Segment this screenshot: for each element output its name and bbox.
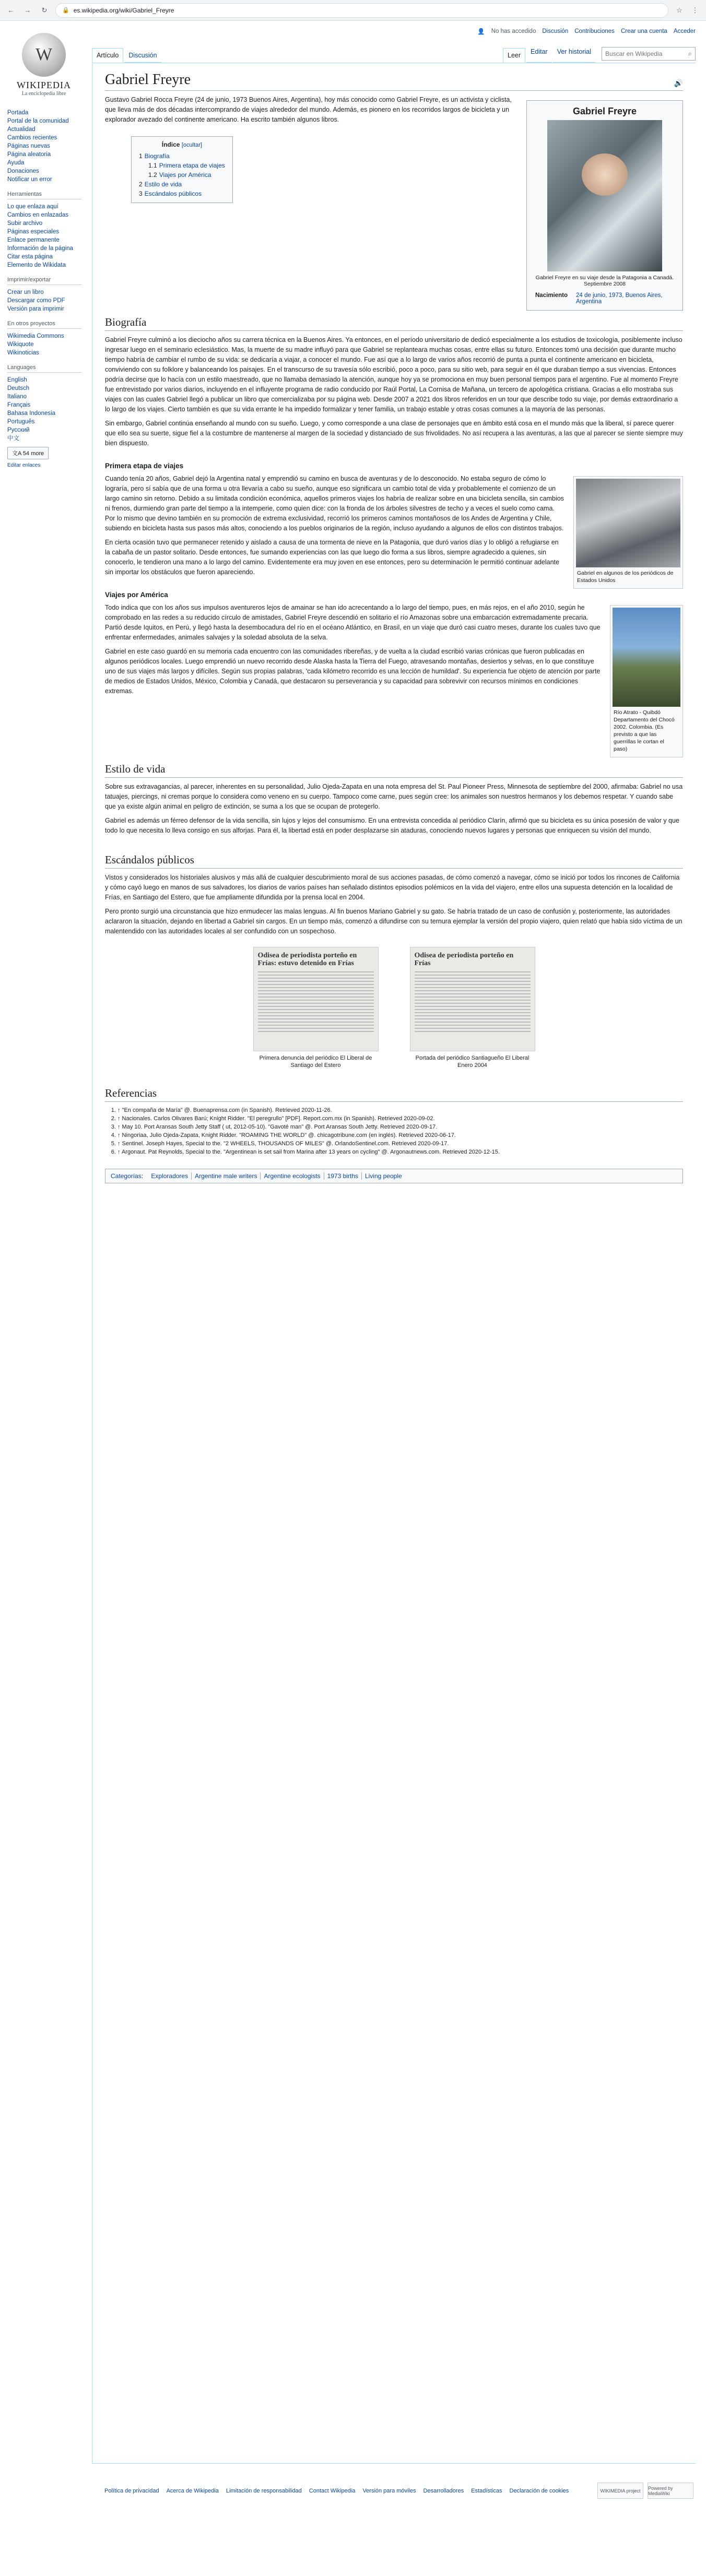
sidebar-link[interactable]: Actualidad xyxy=(7,126,36,133)
infobox-title: Gabriel Freyre xyxy=(572,106,637,116)
sidebar-link[interactable]: Información de la página xyxy=(7,245,73,252)
infobox-birth-row xyxy=(530,290,679,307)
page-tabs xyxy=(92,42,706,63)
menu-icon[interactable]: ⋮ xyxy=(691,6,699,14)
translate-icon: 文A xyxy=(12,450,23,457)
speaker-icon[interactable]: 🔊 xyxy=(674,80,683,88)
primera-paragraph-2: En cierta ocasión tuvo que permanecer retenido y aislado a causa de una tormenta de nieve en la Patagonia, que duró varios días y lo obligó a refugiarse en la cabaña de un pastor solitario. Desde entonces, fue sumando experiencias con las que luego dio forma a sus libros, siempre agradecido a quienes, sin conocerlo, le tendieron una mano a lo largo del camino. Evidentemente era muy joven en ese entonces, pero su determinación le permitió continuar adelante sin importar los obstáculos que fueron apareciendo. xyxy=(105,539,559,576)
toc-label[interactable]: Viajes por América xyxy=(159,171,211,179)
gallery-image[interactable]: Odisea de periodista porteño en Frías: estuvo detenido en Frías xyxy=(253,947,379,1051)
sidebar-projects xyxy=(7,320,92,357)
language-link[interactable]: Italiano xyxy=(7,394,27,400)
sidebar-languages xyxy=(7,364,92,468)
footer-link[interactable]: Desarrolladores xyxy=(423,2487,464,2494)
thumb-americas xyxy=(610,605,683,757)
footer-badge[interactable]: Powered by MediaWiki xyxy=(648,2483,693,2499)
toc-title: Índice [ocultar] xyxy=(161,141,202,148)
table-of-contents xyxy=(131,136,233,203)
thumb-image-newspaper[interactable] xyxy=(576,479,680,567)
lock-icon: 🔒 xyxy=(62,7,69,14)
toc-label[interactable]: Escándalos públicos xyxy=(144,190,202,197)
categories-label[interactable]: Categorías xyxy=(111,1172,142,1180)
language-link[interactable]: Deutsch xyxy=(7,385,30,391)
biografia-paragraph-2: Sin embargo, Gabriel continúa enseñando al mundo con su sueño. Luego, y como corresponde a una clase de personajes que en ámbito está cosa en el mundo más que la liberal, sí parece querer que ello sea su suerte, sigue fiel a la costumbre de mantenerse al margen de la sociedad y distanciado de sus frivolidades. No así recupera a las aventuras, a las que al parecer se siente siempre muy bien dispuesto. xyxy=(105,420,683,447)
gallery-image[interactable]: Odisea de periodista porteño en Frías xyxy=(410,947,535,1051)
tools-heading: Herramientas xyxy=(7,191,81,199)
sidebar-link[interactable]: Lo que enlaza aquí xyxy=(7,204,58,210)
birth-label: Nacimiento xyxy=(535,292,568,299)
section-heading-referencias: Referencias xyxy=(105,1087,683,1102)
infobox-photo[interactable] xyxy=(547,120,662,271)
escandalos-paragraph-1: Vistos y considerados los historiales alusivos y más allá de cualquier descubrimiento moral de sus acciones pasadas, de cómo comenzó a navegar, cómo se inició por todos los rincones de California y cómo cayó luego en manos de sus salvadores, los diarios de varios países han señalado distintos episodios polémicos en la vida del viajero, entre ellos una supuesta detención en la localidad de Frías, en Santiago del Estero, que fue ampliamente difundida por la prensa local en 2004. xyxy=(105,874,680,901)
sidebar-link[interactable]: Wikimedia Commons xyxy=(7,333,64,339)
wiki-page xyxy=(0,21,706,2576)
logo-title: WIKIPEDIA xyxy=(17,80,71,90)
estilo-paragraph-1: Sobre sus extravagancias, al parecer, inherentes en su personalidad, Julio Ojeda-Zapata en una nota empresa del St. Paul Pioneer Press, Minnesota de septiembre del 2000, afirmaba: Gabriel no usa tatuajes, piercings, ni cremas porque lo considera como veneno en su cuerpo. Tampoco come carne, pues según cree: los animales son nuestros hermanos y los debemos respetar. Y cuando sabe que ya existe algún animal en peligro de extinción, se suma a los que se ocupan de protegerlo. xyxy=(105,783,683,810)
personal-link[interactable]: Acceder xyxy=(673,28,696,34)
reference-item[interactable]: 1. ↑ "En compaña de María" @. Buenaprensa.com (in Spanish). Retrieved 2020-11-26. xyxy=(117,1106,683,1114)
footer-link[interactable]: Contact Wikipedia xyxy=(309,2487,356,2494)
language-link[interactable]: Português xyxy=(7,419,35,425)
tab-right[interactable]: Leer xyxy=(503,48,525,63)
section-heading-primera: Primera etapa de viajes xyxy=(105,462,184,470)
sidebar-link[interactable]: Elemento de Wikidata xyxy=(7,262,66,268)
gallery-caption: Primera denuncia del periódico El Liberal de Santiago del Estero xyxy=(259,1055,372,1069)
print-heading: Imprimir/exportar xyxy=(7,277,81,285)
sidebar-link[interactable]: Subir archivo xyxy=(7,220,43,227)
sidebar-link[interactable]: Wikinoticias xyxy=(7,350,39,356)
language-link[interactable]: 中文 xyxy=(7,435,19,442)
globe-icon xyxy=(22,33,66,77)
toc-item[interactable] xyxy=(139,189,225,198)
infobox-caption: Gabriel Freyre en su viaje desde la Patagonia a Canadá. Septiembre 2008 xyxy=(535,275,674,287)
languages-heading: Languages xyxy=(7,364,81,373)
page-title: Gabriel Freyre 🔊 xyxy=(105,72,683,91)
section-heading-biografia: Biografía xyxy=(105,316,683,331)
toc-number: 3 xyxy=(139,190,143,197)
sidebar-link[interactable]: Ayuda xyxy=(7,160,25,166)
language-link[interactable]: Français xyxy=(7,402,31,408)
reference-item[interactable]: 2. ↑ Nacionales. Carlos Olivares Barú; Knight Ridder. "El peregrullo" [PDF]. Report.com.mx (in Spanish). Retrieved 2020-09-02. xyxy=(117,1114,683,1123)
escandalos-paragraph-2: Pero pronto surgió una circunstancia que hizo enmudecer las malas lenguas. Al fin buenos Mariano Gabriel y su gato. Se habría tratado de un caso de confusión y, posteriormente, las autoridades aclararon la situación, dejando en libertad a Gabriel sin cargos. En un tiempo más, comenzó a difundirse con su ternura ejemplar la versión del propio viajero, quien relató que había sido víctima de un malentendido con las autoridades locales al ser confundido con un sospechoso. xyxy=(105,908,683,935)
category-link[interactable]: Living people xyxy=(361,1172,402,1180)
category-link[interactable]: Argentine ecologists xyxy=(260,1172,320,1180)
toc-item[interactable] xyxy=(139,170,225,180)
logo-subtitle: La enciclopedia libre xyxy=(21,91,66,97)
toc-number: 2 xyxy=(139,181,143,188)
gallery-caption: Portada del periódico Santiagueño El Liberal Enero 2004 xyxy=(415,1055,530,1069)
reference-item[interactable]: 6. ↑ Argonaut. Pat Reynolds, Special to the. "Argentinean is set sail from Marina after 13 years on cycling" @. Argonautnews.com. Retrieved 2020-12-15. xyxy=(117,1148,683,1156)
category-link[interactable]: Exploradores xyxy=(151,1172,189,1180)
article-body xyxy=(105,95,683,1183)
language-link[interactable]: English xyxy=(7,377,27,383)
primera-paragraph-1: Cuando tenía 20 años, Gabriel dejó la Argentina natal y emprendió su camino en busca de aventuras y de lo desconocido. No estaba seguro de cómo lo lograría, pero sí sabía que de una forma u otra llevaría a cabo su sueño, aunque eso significara un cambio total de vida y probablemente el comienzo de un largo camino sin retorno. Debido a su limitada condición económica, aquellos primeros viajes los habría de realizar sobre en una bicicleta sencilla, sin cambios ni frenos, durmiendo gran parte del tiempo a la intemperie, como quien dice: con la fronda de los árboles silvestres de techo y a veces el suelo como cama. Por lo mismo que devino también en su promoción de extrema exclusividad, recorrió los primeros caminos montañosos de los Andes de Argentina y Chile, subiendo en bicicleta hasta sus pasos más altos, conociendo a los pueblos originarios de la región, incluso ayudando a algunos de ellos con distintos trabajos. xyxy=(105,475,564,532)
tab-left[interactable]: Discusión xyxy=(124,52,161,63)
footer-badge[interactable]: WIKIMEDIA project xyxy=(597,2483,643,2499)
browser-toolbar xyxy=(0,0,706,21)
sidebar-print xyxy=(7,277,92,313)
toc-number: 1 xyxy=(139,152,143,160)
category-links: Categorías: Exploradores Argentine male writers Argentine ecologists 1973 births Living people xyxy=(105,1169,683,1183)
toc-item[interactable] xyxy=(139,161,225,170)
sidebar-link[interactable]: Enlace permanente xyxy=(7,237,60,243)
thumb-image-river[interactable] xyxy=(613,608,680,707)
language-link[interactable]: Bahasa Indonesia xyxy=(7,410,56,417)
sidebar-link[interactable]: Páginas especiales xyxy=(7,229,60,235)
section-heading-americas: Viajes por América xyxy=(105,591,168,599)
reference-item[interactable]: 3. ↑ May 10. Port Aransas South Jetty Staff ( ut, 2012-05-10). "Gavoté man" @. Port Aransas South Jetty. Retrieved 2020-09-17. xyxy=(117,1123,683,1131)
sidebar-tools xyxy=(7,191,92,269)
footer xyxy=(92,2474,706,2507)
article-content xyxy=(92,63,696,2464)
gallery-item xyxy=(253,947,379,1069)
sidebar-link[interactable]: Donaciones xyxy=(7,168,39,174)
biografia-paragraph-1: Gabriel Freyre culminó a los dieciocho años su carrera técnica en la Buenos Aires. Ya entonces, en el período universitario de dedicó especialmente a los estudios de toxicología, posiblemente incluso ingresar luego en el seminario eclesiástico. Mas, la muerte de su madre influyó para que Gabriel se replanteara muchas cosas, entre ellas su futuro. Entonces tomó una decisión que durante mucho tiempo habría de cambiar el rumbo de su vida: se dedicaría a viajar, a conocer el mundo. Fue así que a lo largo de varios años recorrió de punta a punta el continente americano en bicicleta, conviviendo con su folklore y balanceando los paisajes. En el transcurso de su travesía sólo escribió, poco a poco, para su sitio web, para seguir en él que duraban tiempo a sus vivencias. Entonces podría decirse que lo hacía con un estilo maestreado, que no llamaba demasiado la atención, aunque hoy ya se promociona en muy buen personal tiempos para el argentino. Fue al momento Freyre fue entrevistado por varios diarios, incluyendo en el influyente programa de radio conducido por Raúl Portal, La Cornisa de Mañana, un tercero de apologética cristiana. Gracias a ello mostraba sus viajes con las cuales Gabriel llegó a publicar un libro que comercializaba por su página web. Desde 2007 a 2021 dos libros referidos en un tour que describe todo su viaje, por demás extraordinario a lo largo de los viajes. Cierto también es que su vida errante le ha impedido formalizar y tener familia, un trabajo estable y otras cosas comunes a la mayoría de las personas. xyxy=(105,336,683,413)
toc-label[interactable]: Estilo de vida xyxy=(144,181,182,188)
personal-link[interactable]: Discusión xyxy=(542,28,569,34)
projects-heading: En otros proyectos xyxy=(7,320,81,329)
section-heading-estilo: Estilo de vida xyxy=(105,763,683,778)
star-icon[interactable]: ☆ xyxy=(676,6,683,14)
thumb-caption: Gabriel en algunos de los periódicos de Estados Unidos xyxy=(577,570,674,584)
footer-link[interactable]: Declaración de cookies xyxy=(509,2487,569,2494)
sidebar-link[interactable]: Versión para imprimir xyxy=(7,306,64,312)
reference-item[interactable]: 5. ↑ Sentinel. Joseph Hayes, Special to the. "2 WHEELS, THOUSANDS OF MILES" @. OrlandoSentinel.com. Retrieved 2020-09-17. xyxy=(117,1139,683,1148)
sidebar-link[interactable]: Citar esta página xyxy=(7,254,53,260)
sidebar-link[interactable]: Cambios en enlazadas xyxy=(7,212,68,218)
category-link[interactable]: 1973 births xyxy=(324,1172,358,1180)
toc-item[interactable] xyxy=(139,180,225,189)
intro-paragraph: Gustavo Gabriel Rocca Freyre (24 de junio, 1973 Buenos Aires, Argentina), hoy más conocido como Gabriel Freyre, es un activista y ciclista, que lleva más de dos décadas intercomprando de viajes alrededor del mundo. Además, es pionero en los recorridos largos de bicicleta y un explorador avezado del continente americano. Ha escrito también algunos libros. xyxy=(105,96,512,123)
infobox xyxy=(526,100,683,311)
references-list xyxy=(105,1106,683,1156)
url-text: es.wikipedia.org/wiki/Gabriel_Freyre xyxy=(73,6,174,14)
sidebar-link[interactable]: Wikiquote xyxy=(7,341,34,348)
not-logged-in-text: No has accedido xyxy=(491,28,536,34)
toc-label[interactable]: Biografía xyxy=(144,152,170,160)
footer-link[interactable]: Estadísticas xyxy=(471,2487,502,2494)
back-icon[interactable]: ← xyxy=(7,6,15,14)
gallery-item xyxy=(410,947,535,1069)
tab-right[interactable]: Editar xyxy=(526,48,552,63)
personal-tools xyxy=(92,21,706,42)
toc-number: 1.1 xyxy=(148,162,157,169)
section-heading-escandalos: Escándalos públicos xyxy=(105,853,683,869)
tab-right[interactable]: Ver historial xyxy=(553,48,595,63)
toc-item[interactable] xyxy=(139,151,225,161)
footer-link[interactable]: Versión para móviles xyxy=(362,2487,416,2494)
reload-icon[interactable]: ↻ xyxy=(41,6,48,14)
forward-icon[interactable]: → xyxy=(24,6,31,14)
americas-paragraph-1: Todo indica que con los años sus impulsos aventureros lejos de amainar se han ido acrecentando a lo largo del tiempo, pues, en más rejos, en el año 2010, según he comprobado en las redes a su reducido círculo de amistades, Gabriel Freyre descendió en solitario el río Amazonas sobre una embarcación extremadamente precaria. Partió desde Iquitos, en Perú, y llegó hasta la desembocadura del río en el océano Atlántico, en Brasil, en un viaje que duró casi cuatro meses, durante los cuales tuvo que enfrentar enfermedades, animales salvajes y la soledad absoluta de la selva. xyxy=(105,604,601,641)
search-input[interactable] xyxy=(605,50,688,57)
reference-item[interactable]: 4. ↑ Ningoriaa, Julio Ojeda-Zapata, Knight Ridder. "ROAMING THE WORLD" @. chicagotribune.com (en inglés). Retrieved 2020-06-17. xyxy=(117,1131,683,1139)
thumb-primera xyxy=(573,476,683,589)
sidebar xyxy=(0,21,92,476)
sidebar-link[interactable]: Páginas nuevas xyxy=(7,143,50,149)
tab-left[interactable]: Artículo xyxy=(92,48,123,63)
sidebar-link[interactable]: Página aleatoria xyxy=(7,151,51,158)
americas-paragraph-2: Gabriel en este caso guardó en su memoria cada encuentro con las comunidades ribereñas, y de vuelta a la ciudad escribió varias crónicas que fueron publicadas en algunos periódicos locales. Luego emprendió un nuevo recorrido desde Alaska hasta la Tierra del Fuego, atravesando montañas, desiertos y selvas, en lo que constituye uno de sus viajes más largos y difíciles. Según sus propias palabras, 'cada kilómetro recorrido es una lección de humildad'. Su experiencia fue objeto de atención por parte de medios de Estados Unidos, México, Colombia y Canadá, que destacaron su perseverancia y su capacidad para sobrevivir con recursos mínimos en condiciones extremas. xyxy=(105,648,601,695)
sidebar-link[interactable]: Crear un libro xyxy=(7,289,44,295)
user-icon: 👤 xyxy=(477,29,485,35)
sidebar-main xyxy=(7,109,92,184)
address-bar[interactable] xyxy=(55,3,668,18)
sidebar-link[interactable]: Portada xyxy=(7,110,29,116)
sidebar-link[interactable]: Notificar un error xyxy=(7,176,52,183)
wikipedia-logo[interactable] xyxy=(7,28,80,101)
sidebar-link[interactable]: Cambios recientes xyxy=(7,135,57,141)
sidebar-link[interactable]: Portal de la comunidad xyxy=(7,118,69,124)
more-languages-button[interactable]: 文A 54 more xyxy=(7,447,49,459)
estilo-paragraph-2: Gabriel es además un férreo defensor de la vida sencilla, sin lujos y lejos del consumismo. En una entrevista concedida al periódico Clarín, afirmó que su bicicleta es su única posesión de valor y que todo lo que necesita lo lleva consigo en sus alforjas. Para él, la libertad está en poder desplazarse sin ataduras, conociendo nuevos lugares y personas que enriquecen su visión del mundo. xyxy=(105,817,679,834)
footer-link[interactable]: Política de privacidad xyxy=(104,2487,159,2494)
search-icon[interactable]: ⌕ xyxy=(688,50,692,57)
footer-link[interactable]: Acerca de Wikipedia xyxy=(166,2487,219,2494)
toc-toggle[interactable]: [ocultar] xyxy=(181,142,202,148)
toc-label[interactable]: Primera etapa de viajes xyxy=(159,162,225,169)
language-link[interactable]: Русский xyxy=(7,427,30,433)
personal-link[interactable]: Contribuciones xyxy=(574,28,615,34)
edit-links-link[interactable]: Editar enlaces xyxy=(7,462,41,468)
search-box[interactable] xyxy=(602,47,696,61)
personal-link[interactable]: Crear una cuenta xyxy=(620,28,667,34)
category-link[interactable]: Argentine male writers xyxy=(191,1172,257,1180)
thumb-caption: Río Atrato - Quibdó Departamento del Chocó 2002. Colombia. (Es previsto a que las guerrillas le cortan el paso) xyxy=(614,709,675,752)
sidebar-link[interactable]: Descargar como PDF xyxy=(7,298,65,304)
birth-value[interactable]: 24 de junio, 1973, Buenos Aires, Argentina xyxy=(576,292,663,305)
footer-link[interactable]: Limitación de responsabilidad xyxy=(226,2487,302,2494)
gallery xyxy=(105,947,683,1069)
toc-number: 1.2 xyxy=(148,171,157,179)
